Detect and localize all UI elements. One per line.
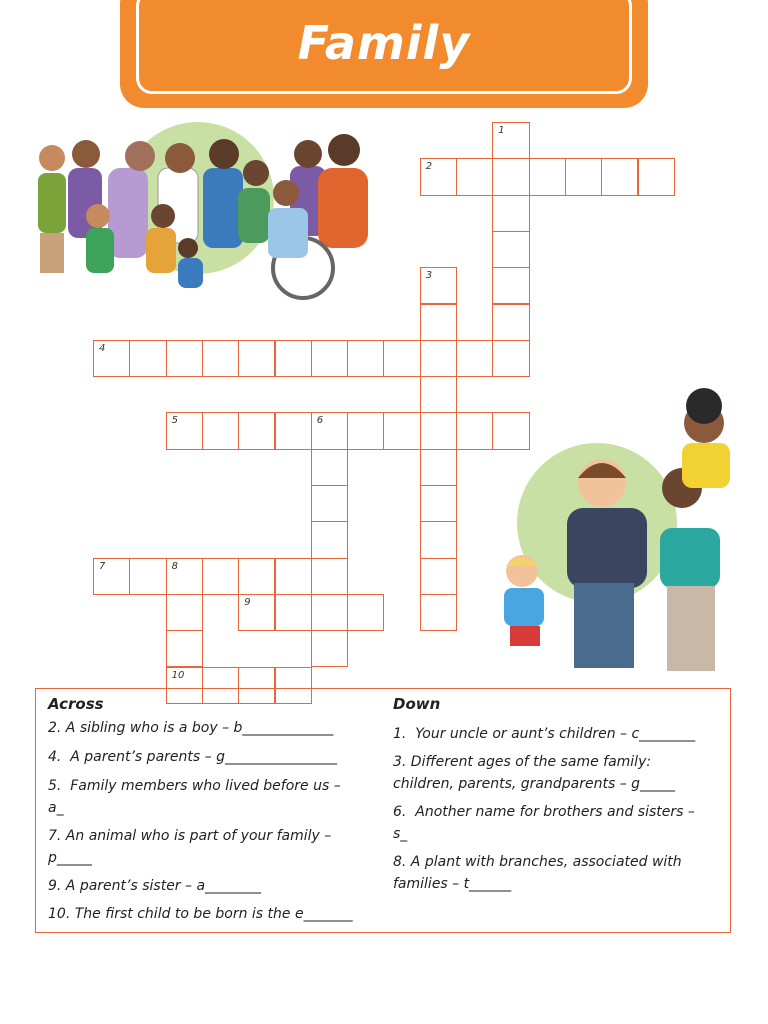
page-title: Family <box>297 16 471 70</box>
clue-number: 7 <box>99 560 106 572</box>
clue-number: 1 <box>498 125 505 136</box>
grid-cell[interactable] <box>492 304 529 341</box>
grid-cell[interactable] <box>347 594 384 631</box>
grid-cell[interactable] <box>129 340 166 377</box>
clue-number: 4 <box>99 342 106 354</box>
across-heading: Across <box>48 695 104 713</box>
grid-cell[interactable] <box>492 158 529 195</box>
grid-cell[interactable] <box>420 485 457 522</box>
grid-cell[interactable] <box>456 158 493 195</box>
grid-cell[interactable] <box>420 558 457 595</box>
grid-cell[interactable] <box>420 412 457 449</box>
clue-number: 3 <box>425 270 433 282</box>
down-clue-3: 3. Different ages of the same family: <box>393 754 652 770</box>
grid-cell[interactable] <box>420 521 457 558</box>
across-clue-10: 10. The first child to be born is the e_______ <box>48 906 353 922</box>
down-clue-8: 8. A plant with branches, associated with <box>393 854 682 870</box>
grid-cell[interactable] <box>202 412 239 449</box>
grid-cell[interactable] <box>456 340 493 377</box>
grid-cell[interactable] <box>420 376 457 413</box>
grid-cell[interactable] <box>383 340 420 377</box>
across-clue-2: 2. A sibling who is a boy – b_____________ <box>48 720 334 736</box>
clue-number: 6 <box>316 415 324 427</box>
clue-number: 9 <box>244 596 251 608</box>
down-clue-8-cont: families – t______ <box>393 876 512 892</box>
down-clue-1: 1. Your uncle or aunt’s children – c________ <box>393 726 696 742</box>
grid-cell[interactable] <box>166 630 203 667</box>
grid-cell[interactable] <box>420 304 457 341</box>
grid-cell[interactable] <box>565 158 602 195</box>
grid-cell[interactable] <box>238 412 275 449</box>
grid-cell[interactable] <box>420 449 457 486</box>
grid-cell[interactable] <box>311 558 348 595</box>
grid-cell[interactable] <box>601 158 638 195</box>
grid-cell[interactable] <box>311 594 348 631</box>
grid-cell[interactable] <box>311 521 348 558</box>
grid-cell[interactable] <box>275 594 312 631</box>
across-clue-9: 9. A parent’s sister – a________ <box>48 878 262 894</box>
across-clue-4: 4. A parent’s parents – g________________ <box>48 749 337 765</box>
across-clue-7-cont: p_____ <box>48 850 92 866</box>
grid-cell[interactable] <box>202 558 239 595</box>
grid-cell[interactable] <box>492 340 529 377</box>
grid-cell[interactable] <box>456 412 493 449</box>
grid-cell[interactable] <box>529 158 566 195</box>
grid-cell[interactable] <box>311 340 348 377</box>
down-heading: Down <box>393 695 441 713</box>
clue-number: 5 <box>171 415 178 427</box>
grid-cell[interactable] <box>420 340 457 377</box>
grid-cell[interactable] <box>420 594 457 631</box>
grid-cell[interactable] <box>492 231 529 268</box>
clues-panel <box>35 688 731 933</box>
grid-cell[interactable] <box>492 267 529 304</box>
clue-number: 10 <box>171 669 185 681</box>
grid-cell[interactable] <box>202 340 239 377</box>
grid-cell[interactable] <box>311 630 348 667</box>
grid-cell[interactable] <box>166 594 203 631</box>
grid-cell[interactable] <box>638 158 675 195</box>
grid-cell[interactable] <box>311 449 348 486</box>
grid-cell[interactable] <box>166 340 203 377</box>
down-clue-3-cont: children, parents, grandparents – g_____ <box>393 776 676 792</box>
down-clue-6: 6. Another name for brothers and sisters – <box>393 804 695 820</box>
clue-number: 2 <box>425 161 433 173</box>
grid-cell[interactable] <box>311 485 348 522</box>
grid-cell[interactable] <box>238 558 275 595</box>
across-clue-7: 7. An animal who is part of your family – <box>48 828 332 844</box>
down-clue-6-cont: s_ <box>393 826 408 842</box>
clue-number: 8 <box>171 560 178 572</box>
grid-cell[interactable] <box>347 412 384 449</box>
grid-cell[interactable] <box>275 340 312 377</box>
grid-cell[interactable] <box>275 558 312 595</box>
grid-cell[interactable] <box>492 195 529 232</box>
grid-cell[interactable] <box>347 340 384 377</box>
extended-family-illustration <box>28 118 378 313</box>
grid-cell[interactable] <box>129 558 166 595</box>
grid-cell[interactable] <box>492 412 529 449</box>
grid-cell[interactable] <box>275 412 312 449</box>
grid-cell[interactable] <box>238 340 275 377</box>
across-clue-5: 5. Family members who lived before us – <box>48 778 341 794</box>
across-clue-5-cont: a_ <box>48 800 64 816</box>
grid-cell[interactable] <box>383 412 420 449</box>
